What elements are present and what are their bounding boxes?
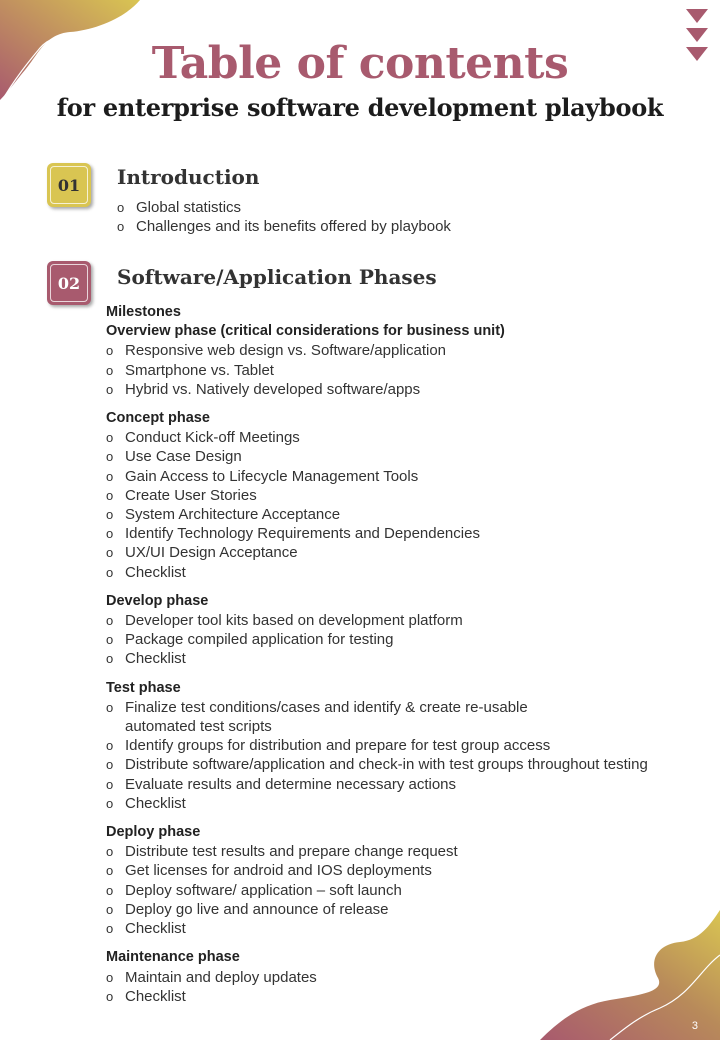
phase-group [106,679,706,813]
section-title: Introduction [117,165,260,189]
bullet-icon: o [106,526,114,542]
page-subtitle: for enterprise software development playbook [56,93,664,122]
list-item: o Smartphone vs. Tablet [106,361,274,379]
list-item: o Gain Access to Lifecycle Management Tools [106,467,419,485]
list-item: o Developer tool kits based on development platform [106,612,463,630]
section-number-badge [47,261,91,305]
list-item: o Hybrid vs. Natively developed software/apps [106,380,421,398]
bullet-icon: o [106,844,114,860]
phase-group [106,592,706,669]
bullet-icon: o [106,545,114,561]
bullet-icon: o [106,863,114,879]
list-item: o Distribute test results and prepare change request [106,843,458,861]
bullet-icon: o [106,430,114,446]
bottom-right-decoration [530,900,720,1040]
list-item: o Checklist [106,650,186,668]
section-number: 01 [50,166,88,204]
list-item: o Checklist [106,563,186,581]
list-item: o Create User Stories [106,486,257,504]
list-item: o Identify groups for distribution and prepare for test group access [106,737,551,755]
section-number: 02 [50,264,88,302]
milestones-heading: Milestones [106,304,181,320]
bullet-icon: o [106,449,114,465]
list-item: o Distribute software/application and check-in with test groups throughout testing [106,756,648,774]
list-item: o UX/UI Design Acceptance [106,544,298,562]
list-item: o Checklist [106,987,186,1005]
list-item: o Checklist [106,794,186,812]
bullet-icon: o [106,882,114,898]
phase-heading: Maintenance phase [106,949,240,966]
bullet-icon: o [106,468,114,484]
list-item: o Global statistics [117,199,242,216]
bullet-icon: o [117,219,125,235]
list-item: o Finalize test conditions/cases and identify & create re-usable [106,698,528,716]
intro-list [117,198,451,236]
list-item-continuation: automated test scripts [125,718,272,736]
bullet-icon: o [106,632,114,648]
bullet-icon: o [106,969,114,985]
phase-heading: Deploy phase [106,824,201,841]
page-number: 3 [691,1020,698,1032]
bullet-icon: o [106,776,114,792]
bullet-icon: o [106,613,114,629]
list-item: o System Architecture Acceptance [106,506,341,524]
section-title: Software/Application Phases [117,265,437,289]
bullet-icon: o [106,507,114,523]
list-item: o Responsive web design vs. Software/application [106,342,447,360]
phase-heading: Develop phase [106,592,209,609]
list-item: o Identify Technology Requirements and Dependencies [106,525,480,543]
list-item: o Use Case Design [106,448,242,466]
bullet-icon: o [106,901,114,917]
phase-heading: Concept phase [106,410,210,427]
bullet-icon: o [106,564,114,580]
bullet-icon: o [106,988,114,1004]
bullet-icon: o [117,200,125,215]
phase-heading: Overview phase (critical considerations for business unit) [106,323,505,340]
list-item: o Deploy software/ application – soft launch [106,881,402,899]
list-item: o Evaluate results and determine necessary actions [106,775,457,793]
list-item: o Get licenses for android and IOS deployments [106,862,432,880]
bullet-icon: o [106,651,114,667]
bullet-icon: o [106,738,114,754]
bullet-icon: o [106,921,114,937]
bullet-icon: o [106,381,114,397]
bullet-icon: o [106,362,114,378]
bullet-icon: o [106,757,114,773]
list-item: o Conduct Kick-off Meetings [106,429,300,447]
phase-group [106,409,706,582]
section-number-badge [47,163,91,207]
list-item: o Checklist [106,920,186,938]
bullet-icon: o [106,699,114,715]
phase-heading: Test phase [106,679,181,696]
list-item: o Maintain and deploy updates [106,968,317,986]
bullet-icon: o [106,487,114,503]
list-item: o Package compiled application for testing [106,631,394,649]
bullet-icon: o [106,795,114,811]
list-item: o Challenges and its benefits offered by playbook [117,218,451,236]
page-title: Table of contents [151,38,569,89]
list-item: o Deploy go live and announce of release [106,900,389,918]
phase-group [106,322,706,399]
bullet-icon: o [106,343,114,359]
